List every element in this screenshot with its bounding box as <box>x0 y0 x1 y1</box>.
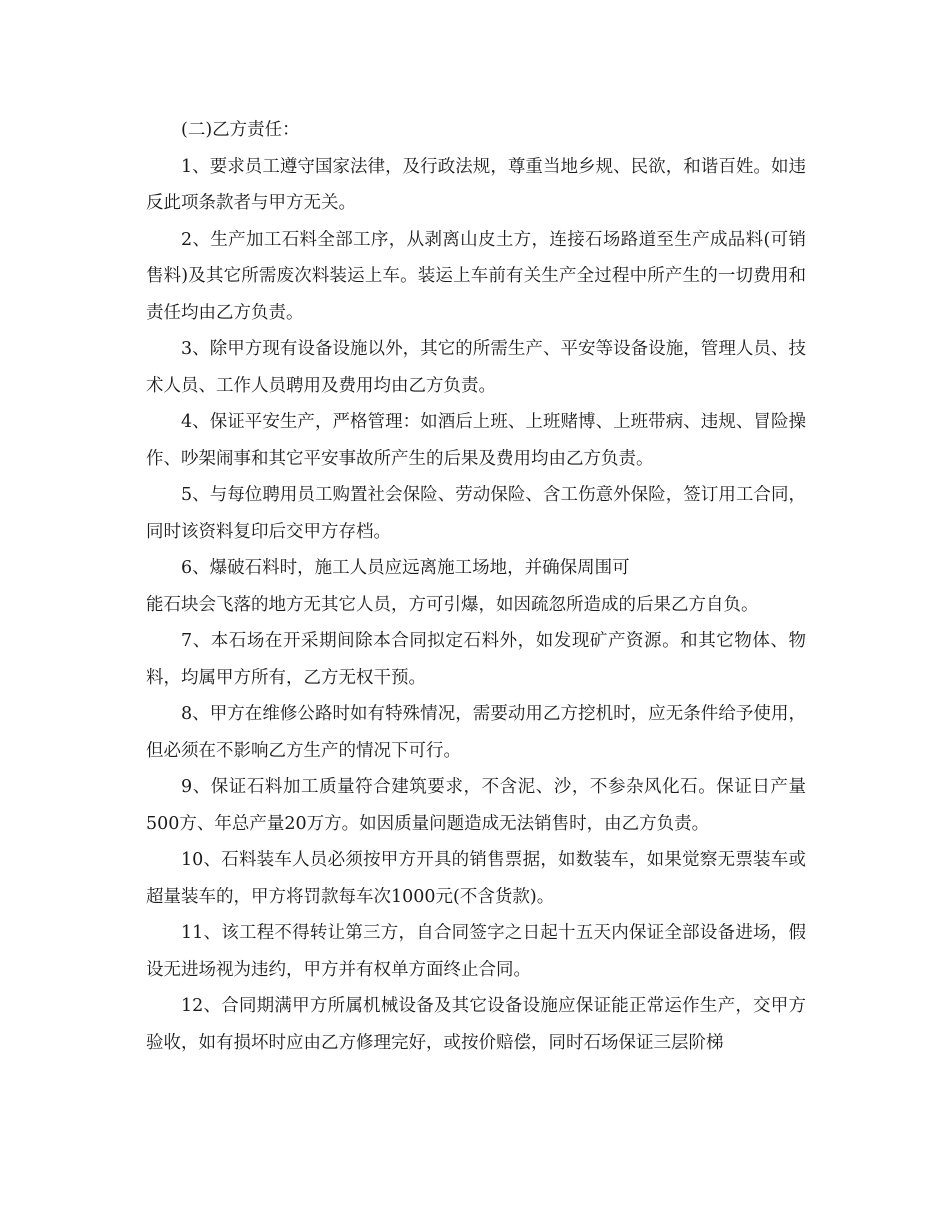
clause-9: 9、保证石料加工质量符合建筑要求，不含泥、沙，不参杂风化石。保证日产量500方、年总产量20万方。如因质量问题造成无法销售时，由乙方负责。 <box>146 777 806 834</box>
clause-4: 4、保证平安生产，严格管理：如酒后上班、上班赌博、上班带病、违规、冒险操作、吵架闹事和其它平安事故所产生的后果及费用均由乙方负责。 <box>146 412 806 469</box>
clause-2: 2、生产加工石料全部工序，从剥离山皮土方，连接石场路道至生产成品料(可销售料)及其它所需废次料装运上车。装运上车前有关生产全过程中所产生的一切费用和责任均由乙方负责。 <box>146 229 806 323</box>
clause-5: 5、与每位聘用员工购置社会保险、劳动保险、含工伤意外保险，签订用工合同，同时该资料复印后交甲方存档。 <box>146 485 806 542</box>
clause-7: 7、本石场在开采期间除本合同拟定石料外，如发现矿产资源。和其它物体、物料，均属甲方所有，乙方无权干预。 <box>146 631 806 688</box>
clause-12: 12、合同期满甲方所属机械设备及其它设备设施应保证能正常运作生产，交甲方验收，如有损坏时应由乙方修理完好，或按价赔偿，同时石场保证三层阶梯 <box>146 996 806 1053</box>
section-heading: (二)乙方责任： <box>181 120 300 140</box>
clause-8: 8、甲方在维修公路时如有特殊情况，需要动用乙方挖机时，应无条件给予使用，但必须在不影响乙方生产的情况下可行。 <box>146 704 806 761</box>
document-body <box>146 112 806 1061</box>
clause-11: 11、该工程不得转让第三方，自合同签字之日起十五天内保证全部设备进场，假设无进场视为违约，甲方并有权单方面终止合同。 <box>146 923 806 980</box>
clause-3: 3、除甲方现有设备设施以外，其它的所需生产、平安等设备设施，管理人员、技术人员、工作人员聘用及费用均由乙方负责。 <box>146 339 806 396</box>
clause-10: 10、石料装车人员必须按甲方开具的销售票据，如数装车，如果觉察无票装车或超量装车的，甲方将罚款每车次1000元(不含货款)。 <box>146 850 806 907</box>
clause-6: 6、爆破石料时，施工人员应远离施工场地，并确保周围可 <box>181 558 630 578</box>
clause-6-continued: 能石块会飞落的地方无其它人员，方可引爆，如因疏忽所造成的后果乙方自负。 <box>146 594 759 615</box>
clause-1: 1、要求员工遵守国家法律，及行政法规，尊重当地乡规、民欲，和谐百姓。如违反此项条款者与甲方无关。 <box>146 156 806 213</box>
